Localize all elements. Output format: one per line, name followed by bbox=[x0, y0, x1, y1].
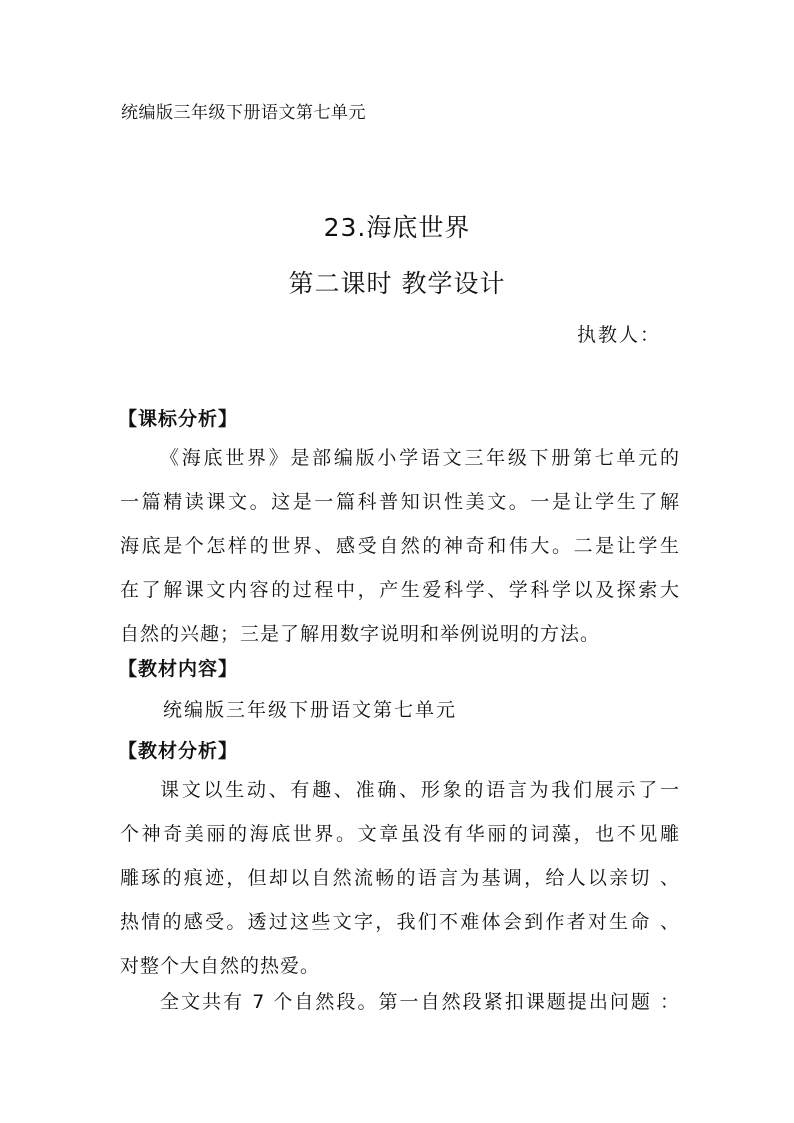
teacher-label: 执教人： bbox=[576, 324, 661, 346]
paragraph-line: 《海底世界》是部编版小学语文三年级下册第七单元的 bbox=[160, 447, 680, 469]
textbook-analysis-paragraph bbox=[120, 768, 680, 988]
paragraph-line: 在了解课文内容的过程中，产生爱科学、学科学以及探索大 bbox=[120, 579, 680, 601]
paragraph-line: 热情的感受。透过这些文字，我们不难体会到作者对生命 、 bbox=[120, 911, 680, 933]
paragraph-line: 雕琢的痕迹，但却以自然流畅的语言为基调，给人以亲切 、 bbox=[120, 867, 680, 889]
paragraph-line: 个神奇美丽的海底世界。文章虽没有华丽的词藻，也不见雕 bbox=[120, 823, 680, 845]
paragraph-line: 海底是个怎样的世界、感受自然的神奇和伟大。二是让学生 bbox=[120, 535, 680, 557]
paragraph-line: 对整个大自然的热爱。 bbox=[120, 955, 321, 977]
structure-paragraph bbox=[120, 980, 680, 1024]
curriculum-analysis-paragraph bbox=[120, 436, 680, 656]
lesson-subtitle: 第二课时 教学设计 bbox=[288, 269, 506, 298]
section-heading-curriculum-analysis: 【课标分析】 bbox=[118, 408, 239, 430]
textbook-content-text: 统编版三年级下册语文第七单元 bbox=[163, 699, 458, 721]
paragraph-line: 一篇精读课文。这是一篇科普知识性美文。一是让学生了解 bbox=[120, 491, 680, 513]
lesson-title: 23.海底世界 bbox=[323, 213, 471, 242]
paragraph-line: 全文共有 7 个自然段。第一自然段紧扣课题提出问题 ： bbox=[160, 991, 680, 1013]
section-heading-textbook-content: 【教材内容】 bbox=[118, 658, 239, 680]
document-header: 统编版三年级下册语文第七单元 bbox=[121, 103, 366, 123]
section-heading-textbook-analysis: 【教材分析】 bbox=[118, 740, 239, 762]
paragraph-line: 自然的兴趣；三是了解用数字说明和举例说明的方法。 bbox=[120, 623, 601, 645]
paragraph-line: 课文以生动、有趣、准确、形象的语言为我们展示了一 bbox=[160, 779, 680, 801]
